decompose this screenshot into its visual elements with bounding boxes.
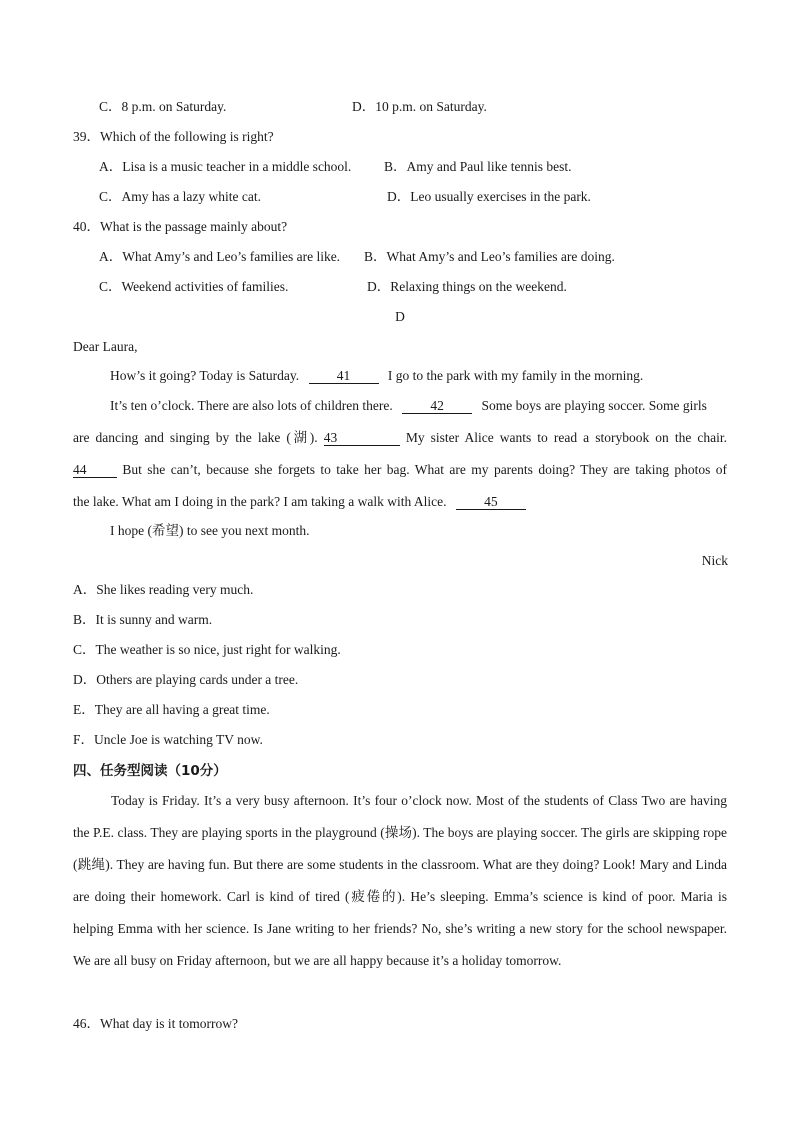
section-4-passage: Today is Friday. It’s a very busy afternoon. It’s four o’clock now. Most of the students of Class Two are having the P.E. class. They are playing sports in the playground (操场). The boys are playing soccer. The girls are skipping rope (跳绳). They are having fun. But there are some students in the classroom. What are they doing? Look! Mary and Linda are doing their homework. Carl is kind of tired (疲倦的). He’s sleeping. Emma’s science is kind of poor. Maria is helping Emma with her science. Is Jane writing to her friends? No, she’s writing a new story for the school newspaper. We are all busy on Friday afternoon, but we are all happy because it’s a holiday tomorrow. xyxy=(73,793,727,968)
choice-d: D．Others are playing cards under a tree. xyxy=(73,672,299,687)
choice-e: E．They are all having a great time. xyxy=(73,702,270,717)
choice-a: A．She likes reading very much. xyxy=(73,582,254,597)
blank-41[interactable]: 41 xyxy=(309,369,379,384)
letter-line-5 xyxy=(73,494,526,510)
letter-text: the lake. What am I doing in the park? I am taking a walk with Alice. xyxy=(73,494,447,509)
blank-45[interactable]: 45 xyxy=(456,495,526,510)
q39-option-a: A．Lisa is a music teacher in a middle school. xyxy=(99,159,352,174)
blank-44[interactable]: 44 xyxy=(73,463,117,478)
q40-option-b: B．What Amy’s and Leo’s families are doing. xyxy=(364,249,615,264)
q39-stem: 39．Which of the following is right? xyxy=(73,129,274,144)
q46-stem: 46．What day is it tomorrow? xyxy=(73,1016,238,1031)
q39-option-b: B．Amy and Paul like tennis best. xyxy=(384,159,572,174)
letter-signature: Nick xyxy=(701,553,728,568)
letter-text: I go to the park with my family in the morning. xyxy=(387,368,644,383)
letter-text: My sister Alice wants to read a storybook on the chair. xyxy=(405,430,728,445)
letter-text: are dancing and singing by the lake (湖). xyxy=(73,430,318,445)
letter-salutation: Dear Laura, xyxy=(73,339,138,354)
letter-line-1 xyxy=(110,368,643,384)
q38-option-d: D．10 p.m. on Saturday. xyxy=(352,99,487,114)
letter-line-4 xyxy=(73,462,727,478)
blank-42[interactable]: 42 xyxy=(402,399,472,414)
q40-stem: 40．What is the passage mainly about? xyxy=(73,219,288,234)
letter-text: But she can’t, because she forgets to take her bag. What are my parents doing? They are taking photos of xyxy=(122,462,728,477)
q40-option-c: C．Weekend activities of families. xyxy=(99,279,289,294)
q39-option-c: C．Amy has a lazy white cat. xyxy=(99,189,261,204)
q40-option-d: D．Relaxing things on the weekend. xyxy=(367,279,567,294)
choice-b: B．It is sunny and warm. xyxy=(73,612,213,627)
letter-line-2 xyxy=(110,398,707,414)
letter-line-3 xyxy=(73,430,727,446)
letter-text: Some boys are playing soccer. Some girls xyxy=(481,398,707,413)
q40-option-a: A．What Amy’s and Leo’s families are like. xyxy=(99,249,341,264)
q39-option-d: D．Leo usually exercises in the park. xyxy=(387,189,591,204)
letter-closing: I hope (希望) to see you next month. xyxy=(110,523,310,538)
choice-c: C．The weather is so nice, just right for walking. xyxy=(73,642,341,657)
q38-option-c: C．8 p.m. on Saturday. xyxy=(99,99,227,114)
section-4-heading: 四、任务型阅读（10分） xyxy=(73,763,227,779)
letter-text: It’s ten o’clock. There are also lots of children there. xyxy=(110,398,393,413)
letter-text: How’s it going? Today is Saturday. xyxy=(110,368,300,383)
blank-43[interactable]: 43 xyxy=(324,431,400,446)
section-d-label: D xyxy=(395,309,405,324)
choice-f: F．Uncle Joe is watching TV now. xyxy=(73,732,263,747)
